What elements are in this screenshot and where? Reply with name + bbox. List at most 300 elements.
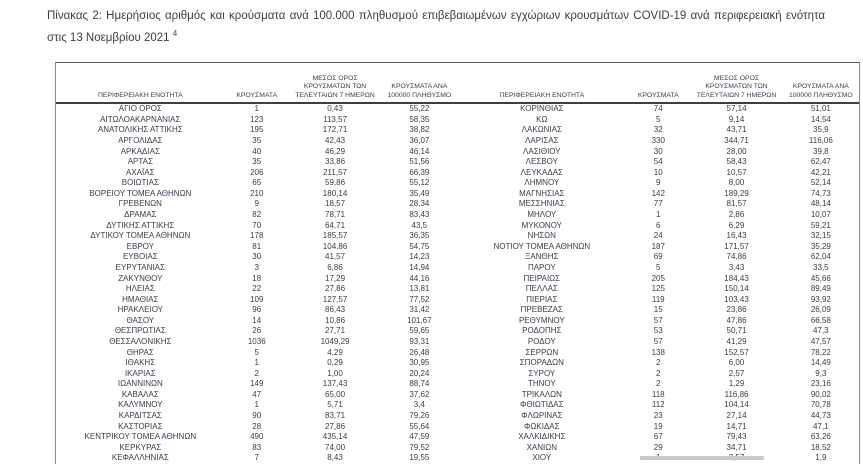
region-name-cell: ΖΑΚΥΝΘΟΥ — [118, 273, 163, 283]
value-cell: 5,71 — [327, 400, 343, 410]
value-cell: 27,14 — [726, 411, 747, 421]
table-row — [458, 252, 860, 263]
value-cell: 47,59 — [409, 432, 430, 442]
value-cell: 4,29 — [327, 347, 343, 357]
value-cell: 15 — [653, 305, 663, 315]
header-7day-average: ΜΕΣΟΣ ΟΡΟΣ ΚΡΟΥΣΜΑΤΩΝ ΤΩΝ ΤΕΛΕΥΤΑΙΩΝ 7 ΗΜΕΡΩΝ — [295, 74, 375, 99]
value-cell: 64,71 — [325, 220, 346, 230]
value-cell: 26 — [252, 326, 262, 336]
table-row — [56, 263, 458, 274]
table-row — [458, 305, 860, 316]
value-cell: 113,57 — [323, 114, 347, 124]
value-cell: 38,82 — [409, 125, 430, 135]
value-cell: 88,74 — [409, 379, 430, 389]
value-cell: 77 — [653, 199, 663, 209]
region-name-cell: ΙΘΑΚΗΣ — [125, 358, 156, 368]
region-name-cell: ΛΑΚΩΝΙΑΣ — [521, 125, 562, 135]
value-cell: 57 — [653, 315, 663, 325]
header-cases-per-100k: ΚΡΟΥΣΜΑΤΑ ΑΝΑ 100000 ΠΛΗΘΥΣΜΟ — [387, 83, 452, 99]
value-cell: 3,4 — [413, 400, 425, 410]
table-header-row — [56, 63, 859, 104]
table-row — [56, 379, 458, 390]
value-cell: 1 — [254, 104, 259, 114]
region-name-cell: ΦΩΚΙΔΑΣ — [524, 421, 560, 431]
value-cell: 47,1 — [813, 421, 829, 431]
region-name-cell: ΠΙΕΡΙΑΣ — [526, 294, 558, 304]
table-row — [56, 284, 458, 295]
value-cell: 45,66 — [810, 273, 831, 283]
value-cell: 13,81 — [409, 284, 430, 294]
table-row — [458, 263, 860, 274]
header-regional-unit: ΠΕΡΙΦΕΡΕΙΑΚΗ ΕΝΟΤΗΤΑ — [499, 91, 585, 99]
table-row — [458, 358, 860, 369]
table-row — [56, 326, 458, 337]
value-cell: 52,14 — [810, 178, 831, 188]
region-name-cell: ΡΟΔΟΥ — [527, 337, 556, 346]
header-cases-per-100k: ΚΡΟΥΣΜΑΤΑ ΑΝΑ 100000 ΠΛΗΘΥΣΜΟ — [789, 83, 853, 99]
value-cell: 14,71 — [726, 421, 747, 431]
value-cell: 1,00 — [327, 368, 343, 378]
value-cell: 55,12 — [409, 178, 430, 188]
value-cell: 152,57 — [724, 347, 749, 357]
value-cell: 142 — [651, 188, 665, 198]
value-cell: 0,29 — [327, 358, 343, 368]
value-cell: 41,57 — [325, 252, 346, 262]
value-cell: 35,49 — [409, 188, 430, 198]
value-cell: 10,57 — [726, 167, 747, 177]
value-cell: 39,8 — [813, 146, 829, 156]
value-cell: 77,52 — [409, 294, 430, 304]
value-cell: 42,43 — [325, 136, 346, 146]
value-cell: 58,43 — [726, 157, 747, 167]
value-cell: 46,29 — [325, 146, 346, 156]
region-name-cell: ΚΕΡΚΥΡΑΣ — [119, 442, 162, 452]
value-cell: 47,86 — [726, 315, 747, 325]
region-name-cell: ΝΗΣΩΝ — [527, 231, 556, 241]
value-cell: 47 — [252, 389, 262, 399]
value-cell: 6,86 — [327, 262, 343, 272]
value-cell: 50,71 — [726, 326, 747, 336]
value-cell: 46,14 — [409, 146, 430, 156]
value-cell: 10 — [653, 167, 663, 177]
value-cell: 69 — [653, 252, 663, 262]
table-row — [56, 189, 458, 200]
table-row — [458, 220, 860, 231]
value-cell: 185,57 — [322, 231, 348, 241]
table-row — [56, 443, 458, 454]
value-cell: 62,04 — [810, 252, 831, 262]
region-name-cell: ΔΡΑΜΑΣ — [124, 210, 157, 220]
region-name-cell: ΠΡΕΒΕΖΑΣ — [520, 305, 563, 315]
value-cell: 30 — [252, 252, 262, 262]
region-name-cell: ΡΕΘΥΜΝΟΥ — [518, 315, 565, 325]
value-cell: 62,47 — [810, 157, 831, 167]
value-cell: 5 — [656, 114, 661, 124]
value-cell: 74 — [653, 104, 663, 114]
table-row — [458, 231, 860, 242]
value-cell: 118 — [651, 389, 665, 399]
value-cell: 180,14 — [322, 188, 348, 198]
value-cell: 66,39 — [409, 167, 430, 177]
highlight-bar — [640, 456, 764, 460]
page-title — [47, 8, 825, 47]
table-row — [56, 432, 458, 443]
value-cell: 2 — [656, 379, 661, 389]
value-cell: 34,71 — [726, 442, 747, 452]
table-row — [56, 368, 458, 379]
covid-regional-table — [55, 62, 860, 464]
region-name-cell: ΠΑΡΟΥ — [527, 262, 556, 272]
value-cell: 101,67 — [407, 315, 432, 325]
value-cell: 104,14 — [724, 400, 749, 410]
table-row — [458, 347, 860, 358]
value-cell: 9,3 — [815, 368, 827, 378]
value-cell: 210 — [250, 188, 264, 198]
region-name-cell: ΧΑΝΙΩΝ — [526, 442, 558, 452]
table-body-right — [458, 104, 860, 464]
region-name-cell: ΧΑΛΚΙΔΙΚΗΣ — [518, 432, 566, 442]
region-name-cell: ΜΗΛΟΥ — [527, 210, 557, 220]
value-cell: 35,9 — [813, 125, 829, 135]
value-cell: 93,92 — [810, 294, 831, 304]
value-cell: 66,58 — [810, 315, 831, 325]
value-cell: 42,21 — [810, 167, 831, 177]
value-cell: 9 — [254, 199, 259, 209]
value-cell: 55,22 — [409, 104, 430, 114]
region-name-cell: ΤΡΙΚΑΛΩΝ — [521, 389, 562, 399]
value-cell: 82 — [252, 210, 262, 220]
value-cell: 67 — [653, 432, 663, 442]
value-cell: 1036 — [247, 337, 266, 346]
value-cell: 2 — [656, 368, 661, 378]
value-cell: 79,26 — [409, 411, 430, 421]
value-cell: 14 — [252, 315, 262, 325]
table-row — [458, 125, 860, 136]
region-name-cell: ΦΛΩΡΙΝΑΣ — [521, 411, 563, 421]
value-cell: 119 — [651, 294, 665, 304]
region-name-cell: ΚΑΣΤΟΡΙΑΣ — [118, 421, 163, 431]
value-cell: 83,71 — [325, 411, 346, 421]
region-name-cell: ΚΑΒΑΛΑΣ — [121, 389, 159, 399]
table-body — [56, 104, 859, 464]
value-cell: 27,71 — [325, 326, 346, 336]
value-cell: 59,86 — [325, 178, 346, 188]
value-cell: 9 — [656, 178, 661, 188]
value-cell: 23,16 — [810, 379, 831, 389]
value-cell: 330 — [651, 136, 665, 146]
value-cell: 31,42 — [409, 305, 430, 315]
value-cell: 26,09 — [810, 305, 831, 315]
region-name-cell: ΚΕΝΤΡΙΚΟΥ ΤΟΜΕΑ ΑΘΗΝΩΝ — [84, 432, 197, 442]
value-cell: 35,29 — [810, 241, 831, 251]
value-cell: 18,57 — [325, 199, 346, 209]
table-row — [56, 347, 458, 358]
value-cell: 138 — [651, 347, 665, 357]
value-cell: 1,29 — [728, 379, 745, 389]
value-cell: 116,06 — [808, 136, 833, 146]
region-name-cell: ΣΠΟΡΑΔΩΝ — [519, 358, 564, 368]
value-cell: 23,86 — [726, 305, 747, 315]
value-cell: 5 — [656, 262, 661, 272]
region-name-cell: ΜΑΓΝΗΣΙΑΣ — [519, 188, 565, 198]
table-row — [458, 210, 860, 221]
table-row — [458, 326, 860, 337]
value-cell: 48,14 — [810, 199, 831, 209]
value-cell: 2,86 — [728, 210, 745, 220]
value-cell: 89,49 — [810, 284, 831, 294]
region-name-cell: ΒΟΡΕΙΟΥ ΤΟΜΕΑ ΑΘΗΝΩΝ — [89, 188, 192, 198]
value-cell: 41,29 — [726, 337, 747, 346]
header-7day-average: ΜΕΣΟΣ ΟΡΟΣ ΚΡΟΥΣΜΑΤΩΝ ΤΩΝ ΤΕΛΕΥΤΑΙΩΝ 7 ΗΜΕΡΩΝ — [696, 74, 777, 99]
value-cell: 81 — [252, 241, 262, 251]
value-cell: 33,86 — [325, 157, 346, 167]
table-row — [56, 411, 458, 422]
value-cell: 36,35 — [409, 231, 430, 241]
value-cell: 23 — [653, 411, 663, 421]
value-cell: 35 — [252, 136, 262, 146]
table-row — [56, 167, 458, 178]
value-cell: 59,65 — [409, 326, 430, 336]
value-cell: 178 — [250, 231, 264, 241]
region-name-cell: ΗΜΑΘΙΑΣ — [122, 294, 159, 304]
table-row — [56, 294, 458, 305]
table-row — [56, 305, 458, 316]
value-cell: 3 — [254, 262, 259, 272]
table-row — [458, 104, 860, 115]
table-row — [56, 358, 458, 369]
table-row — [458, 294, 860, 305]
table-row — [56, 273, 458, 284]
region-name-cell: ΛΑΡΙΣΑΣ — [525, 136, 559, 146]
value-cell: 47,3 — [813, 326, 829, 336]
value-cell: 1 — [656, 210, 661, 220]
footnote-marker: 4 — [172, 29, 178, 38]
value-cell: 184,43 — [724, 273, 749, 283]
value-cell: 28,00 — [726, 146, 747, 156]
region-name-cell: ΜΕΣΣΗΝΙΑΣ — [518, 199, 565, 209]
region-name-cell: ΘΗΡΑΣ — [126, 347, 154, 357]
value-cell: 189,29 — [724, 188, 749, 198]
table-row — [56, 453, 458, 464]
region-name-cell: ΚΟΡΙΝΘΙΑΣ — [520, 104, 564, 114]
value-cell: 93,31 — [409, 337, 430, 346]
value-cell: 14,54 — [810, 114, 831, 124]
value-cell: 37,62 — [409, 389, 430, 399]
value-cell: 14,23 — [409, 252, 430, 262]
value-cell: 8,43 — [327, 453, 343, 463]
region-name-cell: ΑΡΓΟΛΙΔΑΣ — [118, 136, 163, 146]
table-row — [56, 400, 458, 411]
region-name-cell: ΝΟΤΙΟΥ ΤΟΜΕΑ ΑΘΗΝΩΝ — [493, 241, 591, 251]
value-cell: 6 — [656, 220, 661, 230]
region-name-cell: ΛΕΥΚΑΔΑΣ — [520, 167, 563, 177]
value-cell: 19,55 — [409, 453, 430, 463]
value-cell: 0,43 — [327, 104, 343, 114]
value-cell: 70,78 — [810, 400, 831, 410]
table-row — [56, 146, 458, 157]
region-name-cell: ΞΑΝΘΗΣ — [525, 252, 559, 262]
table-row — [56, 125, 458, 136]
region-name-cell: ΛΗΜΝΟΥ — [524, 178, 560, 188]
value-cell: 55,64 — [409, 421, 430, 431]
value-cell: 1049,29 — [320, 337, 350, 346]
value-cell: 79,43 — [726, 432, 747, 442]
table-row — [458, 178, 860, 189]
header-left-half — [56, 63, 458, 102]
value-cell: 28 — [252, 421, 262, 431]
value-cell: 17,29 — [325, 273, 346, 283]
value-cell: 187 — [651, 241, 665, 251]
table-row — [458, 411, 860, 422]
value-cell: 43,71 — [726, 125, 747, 135]
table-row — [56, 178, 458, 189]
table-row — [458, 273, 860, 284]
table-row — [56, 199, 458, 210]
table-row — [56, 390, 458, 401]
value-cell: 40 — [252, 146, 262, 156]
value-cell: 74,86 — [726, 252, 747, 262]
table-row — [458, 390, 860, 401]
value-cell: 78,71 — [325, 210, 346, 220]
region-name-cell: ΑΡΚΑΔΙΑΣ — [120, 146, 160, 156]
region-name-cell: ΣΥΡΟΥ — [528, 368, 556, 378]
value-cell: 1 — [254, 358, 259, 368]
region-name-cell: ΙΩΑΝΝΙΝΩΝ — [117, 379, 163, 389]
value-cell: 59,21 — [810, 220, 831, 230]
value-cell: 127,57 — [322, 294, 348, 304]
region-name-cell: ΡΟΔΟΠΗΣ — [522, 326, 562, 336]
value-cell: 57,14 — [726, 104, 747, 114]
value-cell: 74,73 — [810, 188, 831, 198]
value-cell: 10,07 — [810, 210, 831, 220]
table-row — [458, 316, 860, 327]
region-name-cell: ΠΕΛΛΑΣ — [525, 284, 558, 294]
table-row — [56, 337, 458, 348]
table-row — [458, 400, 860, 411]
region-name-cell: ΣΕΡΡΩΝ — [525, 347, 559, 357]
table-row — [56, 157, 458, 168]
value-cell: 171,57 — [724, 241, 749, 251]
table-row — [56, 115, 458, 126]
value-cell: 28,34 — [409, 199, 430, 209]
region-name-cell: ΑΡΤΑΣ — [127, 157, 153, 167]
value-cell: 30,95 — [409, 358, 430, 368]
value-cell: 205 — [651, 273, 665, 283]
value-cell: 32,15 — [810, 231, 831, 241]
value-cell: 53 — [653, 326, 663, 336]
value-cell: 116,86 — [724, 389, 749, 399]
table-row — [56, 316, 458, 327]
region-name-cell: ΤΗΝΟΥ — [527, 379, 556, 389]
value-cell: 2 — [656, 358, 661, 368]
region-name-cell: ΚΩ — [536, 114, 548, 124]
region-name-cell: ΕΥΒΟΙΑΣ — [122, 252, 158, 262]
table-row — [458, 189, 860, 200]
value-cell: 44,16 — [409, 273, 430, 283]
value-cell: 90,02 — [810, 389, 831, 399]
value-cell: 24 — [653, 231, 663, 241]
table-row — [56, 252, 458, 263]
value-cell: 14,49 — [810, 358, 831, 368]
value-cell: 16,43 — [726, 231, 747, 241]
value-cell: 54 — [653, 157, 663, 167]
value-cell: 19 — [653, 421, 663, 431]
value-cell: 149 — [250, 379, 264, 389]
table-row — [458, 115, 860, 126]
value-cell: 27,86 — [325, 421, 346, 431]
value-cell: 18 — [252, 273, 262, 283]
value-cell: 18,52 — [810, 442, 831, 452]
value-cell: 51,01 — [810, 104, 831, 114]
value-cell: 54,75 — [409, 241, 430, 251]
table-row — [458, 157, 860, 168]
value-cell: 9,14 — [728, 114, 745, 124]
value-cell: 81,57 — [726, 199, 747, 209]
region-name-cell: ΘΕΣΣΑΛΟΝΙΚΗΣ — [109, 337, 172, 346]
value-cell: 65,00 — [325, 389, 346, 399]
region-name-cell: ΚΕΦΑΛΛΗΝΙΑΣ — [111, 453, 169, 463]
region-name-cell: ΙΚΑΡΙΑΣ — [124, 368, 156, 378]
value-cell: 125 — [651, 284, 665, 294]
value-cell: 70 — [252, 220, 262, 230]
region-name-cell: ΔΥΤΙΚΗΣ ΑΤΤΙΚΗΣ — [106, 220, 175, 230]
region-name-cell: ΑΝΑΤΟΛΙΚΗΣ ΑΤΤΙΚΗΣ — [97, 125, 183, 135]
table-row — [458, 199, 860, 210]
table-caption-text: Πίνακας 2: Ημερήσιος αριθμός και κρούσματα ανά 100.000 πληθυσμού επιβεβαιωμένων εγχώριων κρουσμάτων COVID-19 ανά περιφερειακή ενότητα στις 13 Νοεμβρίου 2021 — [47, 10, 825, 44]
region-name-cell: ΚΑΛΥΜΝΟΥ — [118, 400, 163, 410]
value-cell: 96 — [252, 305, 262, 315]
value-cell: 112 — [651, 400, 665, 410]
value-cell: 44,73 — [810, 411, 831, 421]
value-cell: 29 — [653, 442, 663, 452]
table-body-left — [56, 104, 458, 464]
region-name-cell: ΗΡΑΚΛΕΙΟΥ — [117, 305, 164, 315]
value-cell: 83 — [252, 442, 262, 452]
value-cell: 30 — [653, 146, 663, 156]
table-row — [458, 379, 860, 390]
region-name-cell: ΓΡΕΒΕΝΩΝ — [118, 199, 162, 209]
value-cell: 22 — [252, 284, 262, 294]
region-name-cell: ΠΕΙΡΑΙΩΣ — [523, 273, 561, 283]
value-cell: 344,71 — [724, 136, 749, 146]
value-cell: 27,86 — [325, 284, 346, 294]
table-row — [56, 136, 458, 147]
value-cell: 206 — [250, 167, 264, 177]
region-name-cell: ΑΓΙΟ ΟΡΟΣ — [118, 104, 162, 114]
table-row — [56, 242, 458, 253]
value-cell: 74,00 — [325, 442, 346, 452]
value-cell: 10,86 — [325, 315, 346, 325]
value-cell: 150,14 — [724, 284, 749, 294]
value-cell: 20,24 — [409, 368, 430, 378]
table-row — [458, 337, 860, 348]
value-cell: 58,35 — [409, 114, 430, 124]
value-cell: 195 — [250, 125, 264, 135]
value-cell: 6,00 — [728, 358, 745, 368]
region-name-cell: ΕΒΡΟΥ — [126, 241, 154, 251]
table-row — [458, 146, 860, 157]
region-name-cell: ΔΥΤΙΚΟΥ ΤΟΜΕΑ ΑΘΗΝΩΝ — [90, 231, 191, 241]
table-row — [458, 432, 860, 443]
value-cell: 2,57 — [728, 368, 745, 378]
value-cell: 104,86 — [322, 241, 348, 251]
table-row — [56, 231, 458, 242]
value-cell: 26,48 — [409, 347, 430, 357]
region-name-cell: ΛΑΣΙΘΙΟΥ — [523, 146, 561, 156]
value-cell: 33,5 — [813, 262, 829, 272]
region-name-cell: ΘΕΣΠΡΩΤΙΑΣ — [114, 326, 166, 336]
header-regional-unit: ΠΕΡΙΦΕΡΕΙΑΚΗ ΕΝΟΤΗΤΑ — [98, 91, 183, 99]
